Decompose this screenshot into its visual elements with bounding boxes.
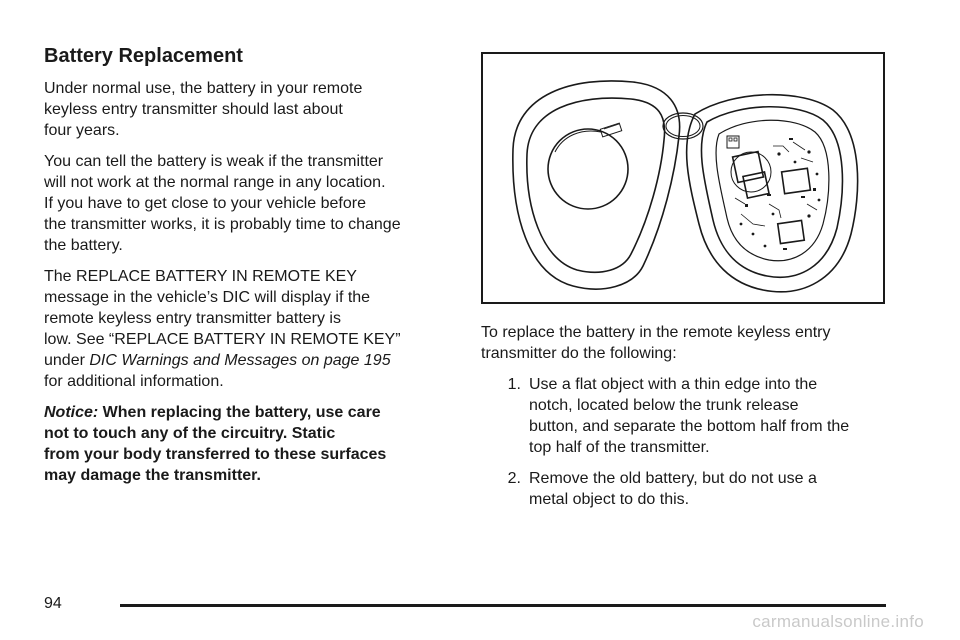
step-number: 2. xyxy=(507,470,521,487)
right-column xyxy=(481,322,901,520)
notice-label: Notice: xyxy=(44,404,99,421)
dic-warnings-reference-link[interactable]: DIC Warnings and Messages on page 195 xyxy=(89,352,391,369)
list-item xyxy=(481,374,901,458)
paragraph-dic-message xyxy=(44,266,459,392)
step-number: 1. xyxy=(507,376,521,393)
left-column xyxy=(44,44,459,496)
step-text: Remove the old battery, but do not use a metal object to do this. xyxy=(529,470,817,508)
transmitter-illustration xyxy=(481,52,885,304)
dic-message-text: The REPLACE BATTERY IN REMOTE KEY message in the vehicle’s DIC will display if the remote keyless entry transmitter battery is low. See “REPLACE BATTERY IN REMOTE KEY” under xyxy=(44,268,401,369)
list-item xyxy=(481,468,901,510)
step-text: Use a flat object with a thin edge into the notch, located below the trunk release button, and separate the bottom half from the top half of the transmitter. xyxy=(529,376,850,456)
paragraph-battery-life: Under normal use, the battery in your remote keyless entry transmitter should last about four years. xyxy=(44,80,363,139)
watermark-text: carmanualsonline.info xyxy=(752,612,924,631)
instructions-intro: To replace the battery in the remote keyless entry transmitter do the following: xyxy=(481,324,831,362)
paragraph-weak-battery: You can tell the battery is weak if the transmitter will not work at the normal range in any location. If you have to get close to your vehicle before the transmitter works, it is probably time to change the battery. xyxy=(44,153,401,254)
page-number: 94 xyxy=(44,595,62,612)
section-heading: Battery Replacement xyxy=(44,45,243,67)
footer-divider xyxy=(120,604,886,607)
transmitter-open-drawing xyxy=(483,54,883,302)
instructions-list xyxy=(481,374,901,510)
dic-message-tail: for additional information. xyxy=(44,373,224,390)
notice-text: When replacing the battery, use care not to touch any of the circuitry. Static from your body transferred to these surfaces may damage the transmitter. xyxy=(44,404,387,484)
notice-paragraph xyxy=(44,402,459,486)
